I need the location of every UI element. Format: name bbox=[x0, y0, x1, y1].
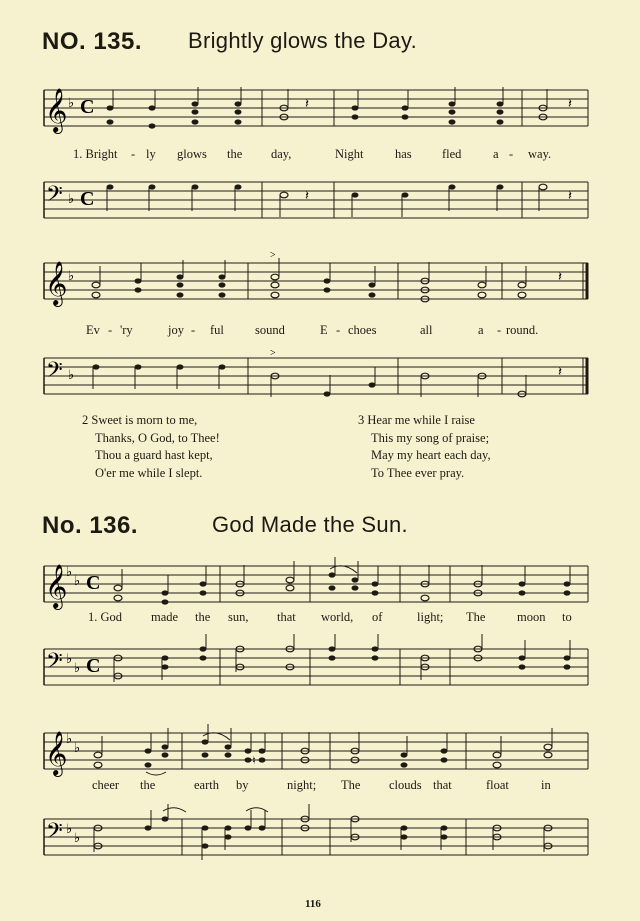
lyric-syllable: world, bbox=[321, 610, 354, 624]
lyric-syllable: the bbox=[140, 778, 156, 792]
lyric-syllable: ful bbox=[210, 323, 224, 337]
lyric-syllable: sound bbox=[255, 323, 285, 337]
svg-text:♭: ♭ bbox=[74, 660, 81, 675]
hymn-135-system-2-treble-staff bbox=[0, 250, 640, 308]
svg-text:♭: ♭ bbox=[74, 573, 81, 588]
lyric-syllable: choes bbox=[348, 323, 377, 337]
svg-text:>: > bbox=[270, 250, 276, 261]
lyric-syllable: The bbox=[341, 778, 361, 792]
hymn-136-system-1-treble-staff bbox=[0, 561, 640, 611]
treble-clef-icon: 𝄞 bbox=[45, 88, 68, 132]
svg-text:𝄽: 𝄽 bbox=[305, 188, 309, 203]
lyric-syllable: 1. Bright bbox=[73, 147, 118, 161]
lyric-syllable: day, bbox=[271, 147, 292, 161]
svg-text:♭: ♭ bbox=[66, 821, 73, 836]
hymn-136-system-2-treble-staff bbox=[0, 728, 640, 778]
bass-clef-icon: 𝄢 bbox=[46, 182, 63, 211]
svg-text:♭: ♭ bbox=[68, 268, 75, 283]
lyric-syllable: that bbox=[277, 610, 296, 624]
svg-text:C: C bbox=[80, 188, 95, 210]
lyric-syllable: has bbox=[395, 147, 412, 161]
hymn-136-title: God Made the Sun. bbox=[212, 512, 408, 537]
verse-line: Thanks, O God, to Thee! bbox=[95, 430, 220, 445]
hymn-135-system-1-treble-staff bbox=[0, 85, 640, 135]
treble-clef-icon: 𝄞 bbox=[45, 733, 68, 775]
lyric-syllable: - bbox=[108, 323, 113, 337]
hymn-136-system-1-bass-staff bbox=[0, 644, 640, 690]
hymn-135-verse-3 bbox=[358, 412, 491, 482]
svg-text:♭: ♭ bbox=[68, 191, 75, 206]
verse-line: This my song of praise; bbox=[371, 430, 490, 445]
hymn-135-number: NO. 135. bbox=[42, 28, 143, 55]
svg-text:𝄽: 𝄽 bbox=[305, 96, 309, 111]
lyric-syllable: glows bbox=[177, 147, 207, 161]
hymn-136-system-2-bass-staff bbox=[0, 814, 640, 862]
lyric-syllable: fled bbox=[442, 147, 462, 161]
lyric-syllable: float bbox=[486, 778, 509, 792]
svg-text:♭: ♭ bbox=[74, 830, 81, 845]
bass-clef-icon: 𝄢 bbox=[46, 358, 63, 387]
bass-clef-icon: 𝄢 bbox=[46, 819, 63, 848]
verse-line: 2 Sweet is morn to me, bbox=[82, 413, 198, 427]
hymn-135-verse-2 bbox=[82, 412, 220, 482]
bass-clef-icon: 𝄢 bbox=[46, 649, 63, 678]
svg-text:𝄽: 𝄽 bbox=[568, 188, 572, 203]
lyric-syllable: - bbox=[191, 323, 196, 337]
lyric-syllable: - bbox=[131, 147, 136, 161]
lyric-syllable: way. bbox=[528, 147, 552, 161]
lyric-syllable: cheer bbox=[92, 778, 120, 792]
verse-line: May my heart each day, bbox=[371, 448, 491, 462]
lyric-syllable: - bbox=[497, 323, 502, 337]
verse-line: Thou a guard hast kept, bbox=[95, 448, 213, 462]
page-number: 116 bbox=[305, 898, 321, 910]
lyric-syllable: - bbox=[509, 147, 514, 161]
lyric-syllable: a bbox=[493, 147, 499, 161]
lyric-syllable: The bbox=[466, 610, 486, 624]
lyric-syllable: in bbox=[541, 778, 551, 792]
treble-clef-icon: 𝄞 bbox=[45, 566, 68, 608]
svg-text:♮: ♮ bbox=[252, 755, 256, 767]
lyric-syllable: E bbox=[320, 323, 328, 337]
svg-text:♭: ♭ bbox=[74, 740, 81, 755]
svg-text:♭: ♭ bbox=[66, 731, 73, 746]
lyric-syllable: by bbox=[236, 778, 249, 792]
lyric-syllable: to bbox=[562, 610, 572, 624]
lyric-syllable: moon bbox=[517, 610, 546, 624]
lyric-syllable: - bbox=[336, 323, 341, 337]
lyric-syllable: made bbox=[151, 610, 179, 624]
hymn-135-heading bbox=[0, 28, 640, 68]
lyric-syllable: light; bbox=[417, 610, 444, 624]
lyric-syllable: night; bbox=[287, 778, 317, 792]
lyric-syllable: the bbox=[195, 610, 211, 624]
hymn-135-title: Brightly glows the Day. bbox=[188, 28, 418, 53]
lyric-syllable: all bbox=[420, 323, 433, 337]
hymn-135-system-1-bass-staff bbox=[0, 177, 640, 221]
lyric-syllable: Night bbox=[335, 147, 364, 161]
lyric-syllable: round. bbox=[506, 323, 539, 337]
svg-text:𝄽: 𝄽 bbox=[558, 364, 562, 379]
lyric-syllable: clouds bbox=[389, 778, 422, 792]
lyric-syllable: sun, bbox=[228, 610, 249, 624]
svg-text:𝄽: 𝄽 bbox=[558, 269, 562, 284]
lyric-syllable: that bbox=[433, 778, 452, 792]
lyric-syllable: earth bbox=[194, 778, 219, 792]
lyric-syllable: joy bbox=[168, 323, 184, 337]
lyric-syllable: a bbox=[478, 323, 484, 337]
svg-text:>: > bbox=[270, 348, 276, 359]
verse-line: O'er me while I slept. bbox=[95, 465, 203, 480]
svg-text:♭: ♭ bbox=[68, 95, 75, 110]
verse-line: 3 Hear me while I raise bbox=[358, 413, 475, 427]
svg-text:𝄽: 𝄽 bbox=[568, 96, 572, 111]
lyric-syllable: ly bbox=[146, 147, 156, 161]
hymn-135-system-2-bass-staff bbox=[0, 348, 640, 401]
svg-text:♭: ♭ bbox=[66, 651, 73, 666]
svg-text:C: C bbox=[86, 655, 101, 677]
treble-clef-icon: 𝄞 bbox=[45, 263, 68, 305]
lyric-syllable: of bbox=[372, 610, 383, 624]
hymn-136-number: No. 136. bbox=[42, 512, 139, 539]
verse-line: To Thee ever pray. bbox=[371, 465, 465, 480]
svg-text:C: C bbox=[80, 96, 95, 118]
lyric-syllable: 1. God bbox=[88, 610, 123, 624]
lyric-syllable: 'ry bbox=[120, 323, 133, 337]
svg-text:♭: ♭ bbox=[68, 367, 75, 382]
lyric-syllable: the bbox=[227, 147, 243, 161]
hymn-136-heading bbox=[0, 512, 640, 552]
svg-text:♭: ♭ bbox=[66, 564, 73, 579]
svg-text:C: C bbox=[86, 572, 101, 594]
lyric-syllable: Ev bbox=[86, 323, 100, 337]
